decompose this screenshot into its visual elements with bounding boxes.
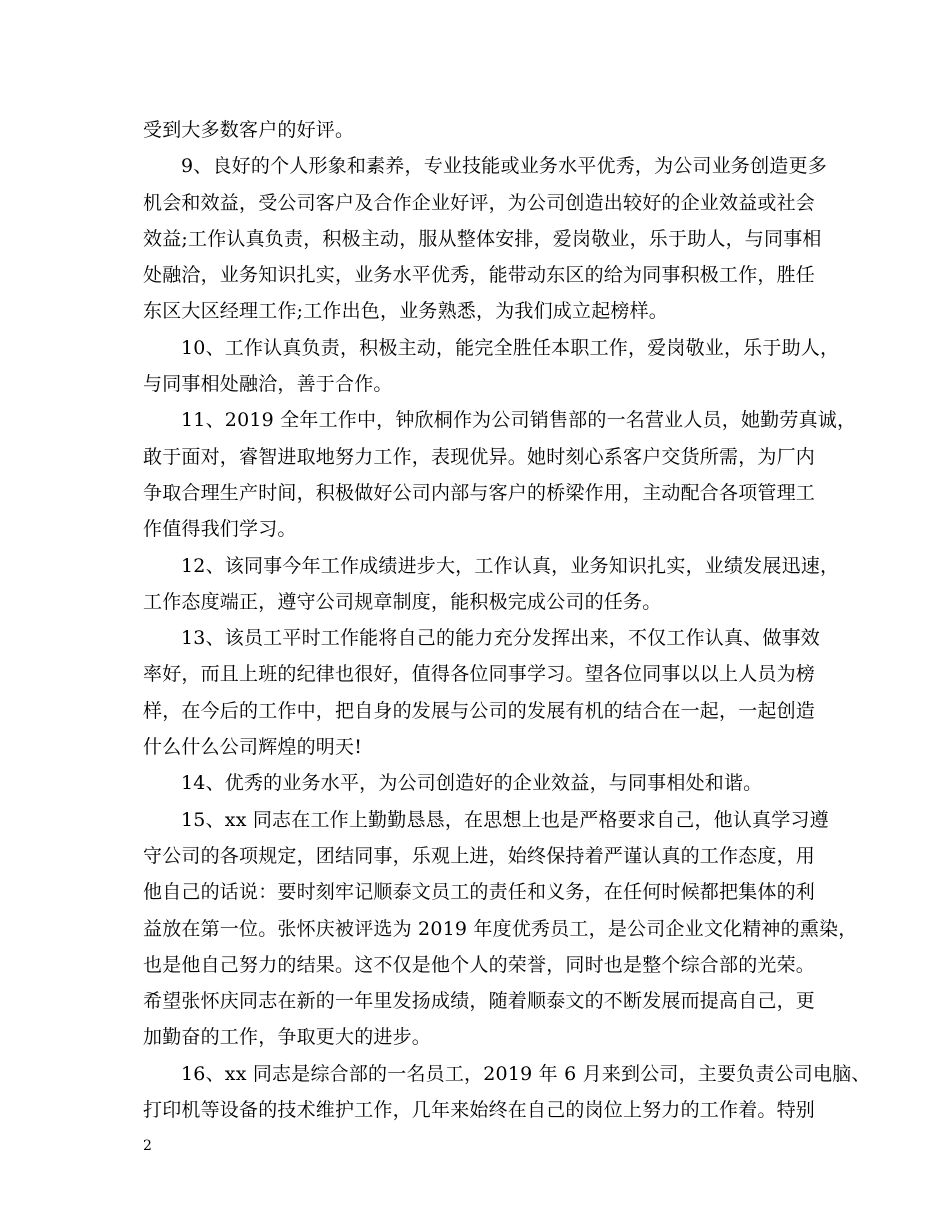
text-line: 14、优秀的业务水平，为公司创造好的企业效益，与同事相处和谐。 xyxy=(181,772,763,795)
text-line: 10、工作认真负责，积极主动，能完全胜任本职工作，爱岗敬业，乐于助人， xyxy=(181,336,840,359)
text-line: 东区大区经理工作;工作出色，业务熟悉，为我们成立起榜样。 xyxy=(143,300,669,323)
text-line: 13、该员工平时工作能将自己的能力充分发挥出来，不仅工作认真、做事效 xyxy=(181,627,820,650)
text-line: 9、良好的个人形象和素养，专业技能或业务水平优秀，为公司业务创造更多 xyxy=(181,155,827,178)
text-line: 加勤奋的工作，争取更大的进步。 xyxy=(143,1026,432,1049)
text-line: 样，在今后的工作中，把自身的发展与公司的发展有机的结合在一起，一起创造 xyxy=(143,699,816,722)
page-number: 2 xyxy=(143,1138,152,1154)
text-line: 希望张怀庆同志在新的一年里发扬成绩，随着顺泰文的不断发展而提高自己，更 xyxy=(143,990,816,1013)
text-line: 率好，而且上班的纪律也很好，值得各位同事学习。望各位同事以以上人员为榜 xyxy=(143,663,816,686)
text-line: 他自己的话说：要时刻牢记顺泰文员工的责任和义务，在任何时候都把集体的利 xyxy=(143,881,816,904)
text-line: 打印机等设备的技术维护工作，几年来始终在自己的岗位上努力的工作着。特别 xyxy=(143,1099,816,1122)
text-line: 什么什么公司辉煌的明天! xyxy=(143,736,363,759)
text-line: 受到大多数客户的好评。 xyxy=(143,119,355,141)
text-line: 益放在第一位。张怀庆被评选为 2019 年度优秀员工，是公司企业文化精神的熏染， xyxy=(143,917,858,940)
text-line: 16、xx 同志是综合部的一名员工，2019 年 6 月来到公司，主要负责公司电脑、 xyxy=(181,1062,871,1085)
text-line: 11、2019 全年工作中，钟欣桐作为公司销售部的一名营业人员，她勤劳真诚， xyxy=(181,409,857,432)
text-line: 机会和效益，受公司客户及合作企业好评，为公司创造出较好的企业效益或社会 xyxy=(143,191,816,214)
text-line: 与同事相处融洽，善于合作。 xyxy=(143,373,393,396)
text-line: 守公司的各项规定，团结同事，乐观上进，始终保持着严谨认真的工作态度，用 xyxy=(143,844,816,867)
text-line: 15、xx 同志在工作上勤勤恳恳，在思想上也是严格要求自己，他认真学习遵 xyxy=(181,808,829,831)
text-line: 争取合理生产时间，积极做好公司内部与客户的桥梁作用，主动配合各项管理工 xyxy=(143,481,816,504)
text-line: 也是他自己努力的结果。这不仅是他个人的荣誉，同时也是整个综合部的光荣。 xyxy=(143,953,816,976)
text-line: 作值得我们学习。 xyxy=(143,518,297,541)
text-line: 效益;工作认真负责，积极主动，服从整体安排，爱岗敬业，乐于助人，与同事相 xyxy=(143,227,822,250)
text-line: 处融洽，业务知识扎实，业务水平优秀，能带动东区的给为同事积极工作，胜任 xyxy=(143,264,816,287)
text-line: 工作态度端正，遵守公司规章制度，能积极完成公司的任务。 xyxy=(143,590,662,613)
document-body xyxy=(143,112,871,1128)
text-line: 敢于面对，睿智进取地努力工作，表现优异。她时刻心系客户交货所需，为厂内 xyxy=(143,445,816,468)
text-line: 12、该同事今年工作成绩进步大，工作认真，业务知识扎实，业绩发展迅速， xyxy=(181,554,840,577)
